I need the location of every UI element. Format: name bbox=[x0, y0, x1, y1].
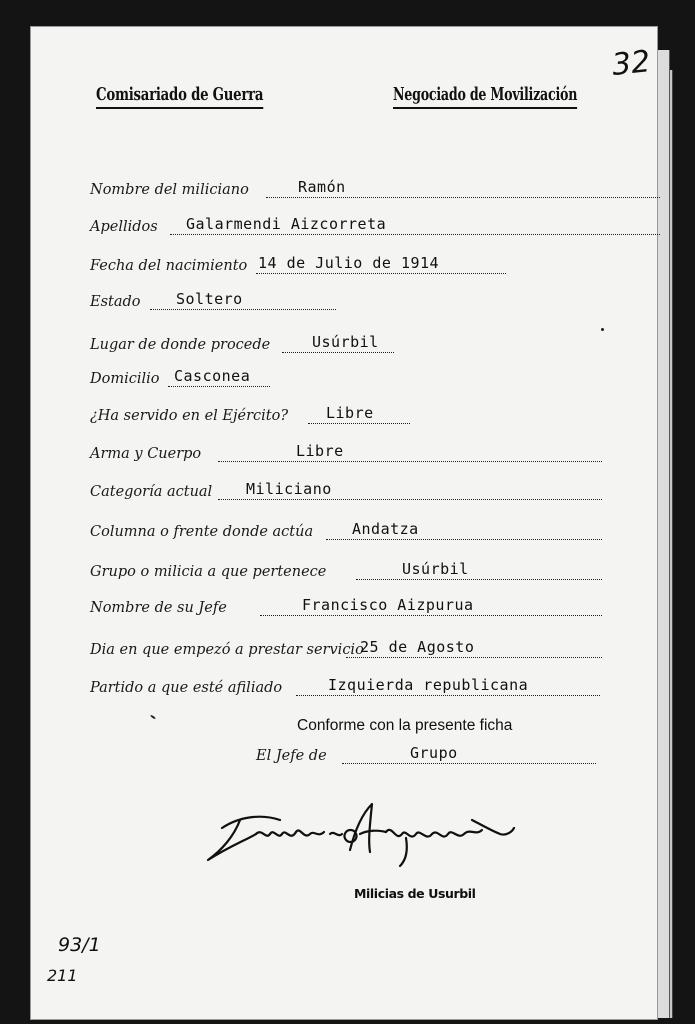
field-dotted-line bbox=[168, 386, 270, 387]
field-label: Columna o frente donde actúa bbox=[90, 524, 314, 540]
field-dotted-line bbox=[218, 499, 602, 500]
field-label: Domicilio bbox=[90, 371, 160, 387]
field-value: Soltero bbox=[176, 290, 243, 308]
field-value: Libre bbox=[326, 404, 374, 422]
field-dotted-line bbox=[260, 615, 602, 616]
field-value: Andatza bbox=[352, 520, 419, 538]
field-label: Fecha del nacimiento bbox=[90, 258, 248, 274]
jefe-value: Grupo bbox=[410, 744, 458, 762]
field-dotted-line bbox=[218, 461, 602, 462]
conforme-text: Conforme con la presente ficha bbox=[297, 717, 513, 734]
field-value: Izquierda republicana bbox=[328, 676, 529, 694]
field-value: Casconea bbox=[174, 367, 251, 385]
field-dotted-line bbox=[266, 197, 660, 198]
header-left-title: Comisariado de Guerra bbox=[96, 84, 263, 109]
field-label: Arma y Cuerpo bbox=[90, 446, 202, 462]
field-dotted-line bbox=[170, 234, 660, 235]
field-dotted-line bbox=[282, 352, 394, 353]
ink-speck bbox=[601, 328, 604, 331]
field-value: Usúrbil bbox=[402, 560, 469, 578]
field-dotted-line bbox=[150, 309, 336, 310]
field-value: 25 de Agosto bbox=[360, 638, 475, 656]
field-value: 14 de Julio de 1914 bbox=[258, 254, 440, 272]
field-label: Categoría actual bbox=[90, 484, 213, 500]
field-value: Galarmendi Aizcorreta bbox=[186, 215, 387, 233]
field-dotted-line bbox=[256, 273, 506, 274]
handwritten-reference: 93/1 bbox=[58, 934, 101, 956]
field-label: Grupo o milicia a que pertenece bbox=[90, 564, 327, 580]
field-label: ¿Ha servido en el Ejército? bbox=[90, 408, 289, 424]
header-right-title: Negociado de Movilización bbox=[393, 84, 577, 109]
field-value: Miliciano bbox=[246, 480, 332, 498]
jefe-label: El Jefe de bbox=[256, 748, 327, 764]
field-label: Partido a que esté afiliado bbox=[90, 680, 283, 696]
field-label: Lugar de donde procede bbox=[90, 337, 271, 353]
field-dotted-line bbox=[326, 539, 602, 540]
field-dotted-line bbox=[296, 695, 600, 696]
field-dotted-line bbox=[308, 423, 410, 424]
jefe-dotted-line bbox=[342, 763, 596, 764]
handwritten-reference: 211 bbox=[47, 966, 78, 985]
field-label: Dia en que empezó a prestar servicio bbox=[90, 642, 364, 658]
field-label: Estado bbox=[90, 294, 141, 310]
field-value: Ramón bbox=[298, 178, 346, 196]
handwritten-page-number: 32 bbox=[610, 44, 652, 83]
field-label: Nombre de su Jefe bbox=[90, 600, 227, 616]
field-dotted-line bbox=[346, 657, 602, 658]
field-value: Libre bbox=[296, 442, 344, 460]
handwritten-signature bbox=[200, 790, 520, 884]
field-label: Apellidos bbox=[90, 219, 158, 235]
milicias-stamp: Milicias de Usurbil bbox=[354, 886, 476, 901]
field-value: Francisco Aizpurua bbox=[302, 596, 474, 614]
field-value: Usúrbil bbox=[312, 333, 379, 351]
field-label: Nombre del miliciano bbox=[90, 182, 249, 198]
field-dotted-line bbox=[356, 579, 602, 580]
